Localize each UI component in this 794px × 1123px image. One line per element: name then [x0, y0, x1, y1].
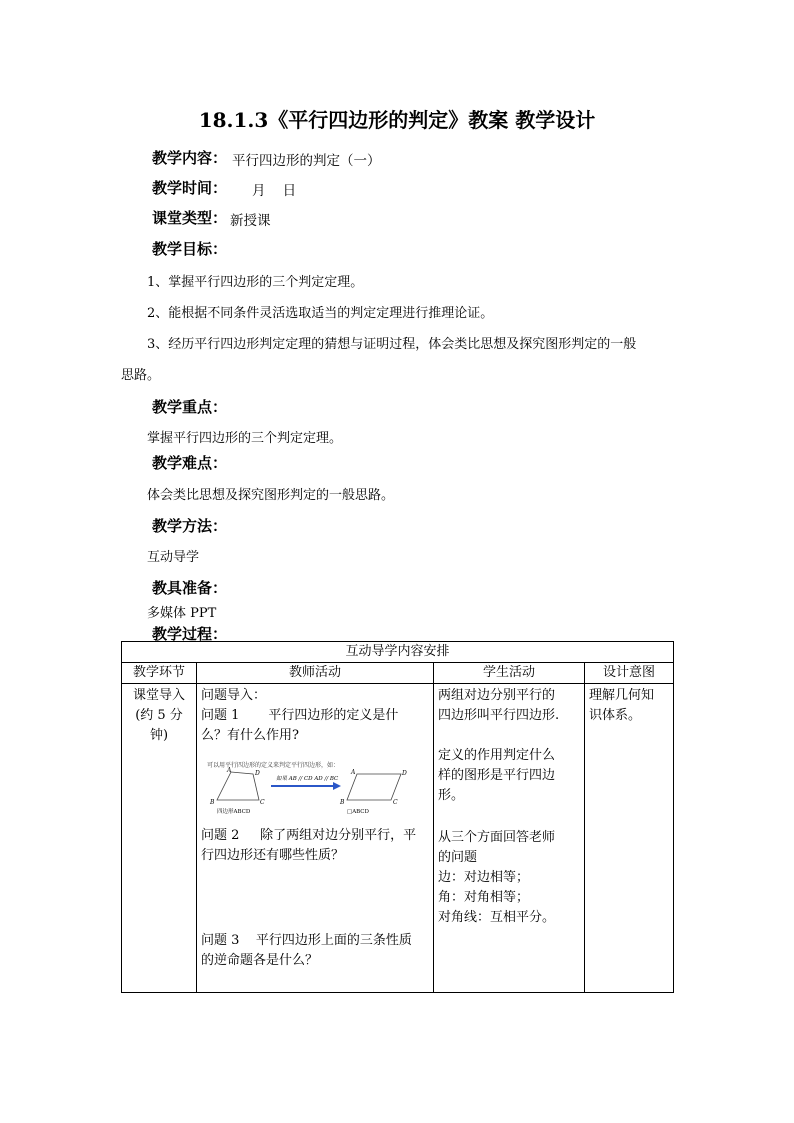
type-value: 新授课	[230, 213, 271, 229]
student-c3: 边：对边相等；	[438, 870, 530, 885]
vertex-d-right: D	[402, 770, 407, 777]
vertex-a-left: A	[227, 767, 232, 774]
question-2-a: 问题 2 除了两组对边分别平行，平	[201, 828, 417, 843]
table-caption: 互动导学内容安排	[122, 642, 674, 663]
student-c1: 从三个方面回答老师	[438, 830, 556, 845]
intent-line-2: 识体系。	[589, 708, 642, 723]
vertex-c-left: C	[260, 799, 265, 806]
table-header-row	[122, 663, 674, 684]
tools-value: 多媒体 PPT	[147, 606, 217, 621]
intent-cell	[585, 684, 674, 993]
student-b1: 定义的作用判定什么	[438, 748, 556, 763]
stage-line-3: 钟)	[149, 728, 169, 743]
content-label: 教学内容：	[152, 149, 228, 167]
goal-item-3-cont: 思路。	[121, 368, 161, 383]
question-1-b: 么？有什么作用?	[201, 728, 299, 743]
student-a1: 两组对边分别平行的	[438, 688, 556, 703]
time-label: 教学时间：	[152, 179, 228, 197]
question-3-b: 的逆命题各是什么？	[201, 953, 319, 968]
tools-label: 教具准备：	[152, 579, 228, 597]
header-student: 学生活动	[434, 663, 585, 684]
table-row	[122, 684, 674, 993]
figure-label-a: 四边形ABCD	[217, 809, 251, 815]
intent-line-1: 理解几何知	[589, 688, 655, 703]
question-2-b: 行四边形还有哪些性质？	[201, 848, 345, 863]
vertex-b-right: B	[340, 799, 345, 806]
arrow-head-icon	[333, 782, 341, 790]
table-caption-row	[122, 642, 674, 663]
question-3-a: 问题 3 平行四边形上面的三条性质	[201, 933, 412, 948]
parallelogram-shape	[347, 774, 401, 800]
process-table	[121, 641, 674, 993]
process-label: 教学过程：	[152, 625, 228, 643]
teacher-intro: 问题导入：	[201, 688, 267, 703]
goals-label: 教学目标：	[152, 240, 228, 258]
quadrilateral-shape	[217, 772, 259, 800]
header-teacher: 教师活动	[197, 663, 434, 684]
type-label: 课堂类型：	[152, 209, 228, 227]
question-1-a: 问题 1 平行四边形的定义是什	[201, 708, 399, 723]
parallelogram-figure	[207, 766, 412, 816]
key-point-label: 教学重点：	[152, 398, 228, 416]
figure-label-b: □ABCD	[347, 809, 369, 815]
vertex-d-left: D	[255, 770, 260, 777]
content-value: 平行四边形的判定（一）	[232, 153, 381, 169]
method-value: 互动导学	[147, 550, 200, 565]
figure-note: 可以用平行四边形的定义来判定平行四边形，如：	[207, 762, 340, 769]
student-b3: 形。	[438, 788, 465, 803]
stage-line-1: 课堂导入	[132, 688, 185, 703]
figure-arrow-label: 如果 AB // CD AD // BC	[276, 776, 339, 782]
student-a2: 四边形叫平行四边形.	[438, 708, 560, 723]
difficulty-value: 体会类比思想及探究图形判定的一般思路。	[147, 488, 395, 503]
page-title: 18.1.3《平行四边形的判定》教案 教学设计	[198, 108, 596, 132]
student-b2: 样的图形是平行四边	[438, 768, 556, 783]
goal-item-1: 1、掌握平行四边形的三个判定定理。	[147, 275, 364, 290]
header-stage: 教学环节	[122, 663, 197, 684]
student-cell	[434, 684, 585, 993]
stage-line-2: (约 5 分	[135, 708, 183, 723]
time-value: 月 日	[252, 183, 297, 199]
vertex-a-right: A	[351, 769, 356, 776]
student-c2: 的问题	[438, 850, 478, 865]
stage-cell	[122, 684, 197, 993]
key-point-value: 掌握平行四边形的三个判定定理。	[147, 431, 343, 446]
vertex-b-left: B	[210, 799, 215, 806]
method-label: 教学方法：	[152, 517, 228, 535]
teacher-cell	[197, 684, 434, 993]
student-c4: 角：对角相等；	[438, 890, 530, 905]
vertex-c-right: C	[393, 799, 398, 806]
goal-item-3: 3、经历平行四边形判定定理的猜想与证明过程，体会类比思想及探究图形判定的一般	[147, 337, 637, 352]
header-intent: 设计意图	[585, 663, 674, 684]
goal-item-2: 2、能根据不同条件灵活选取适当的判定定理进行推理论证。	[147, 306, 494, 321]
difficulty-label: 教学难点：	[152, 454, 228, 472]
student-c5: 对角线：互相平分。	[438, 910, 556, 925]
